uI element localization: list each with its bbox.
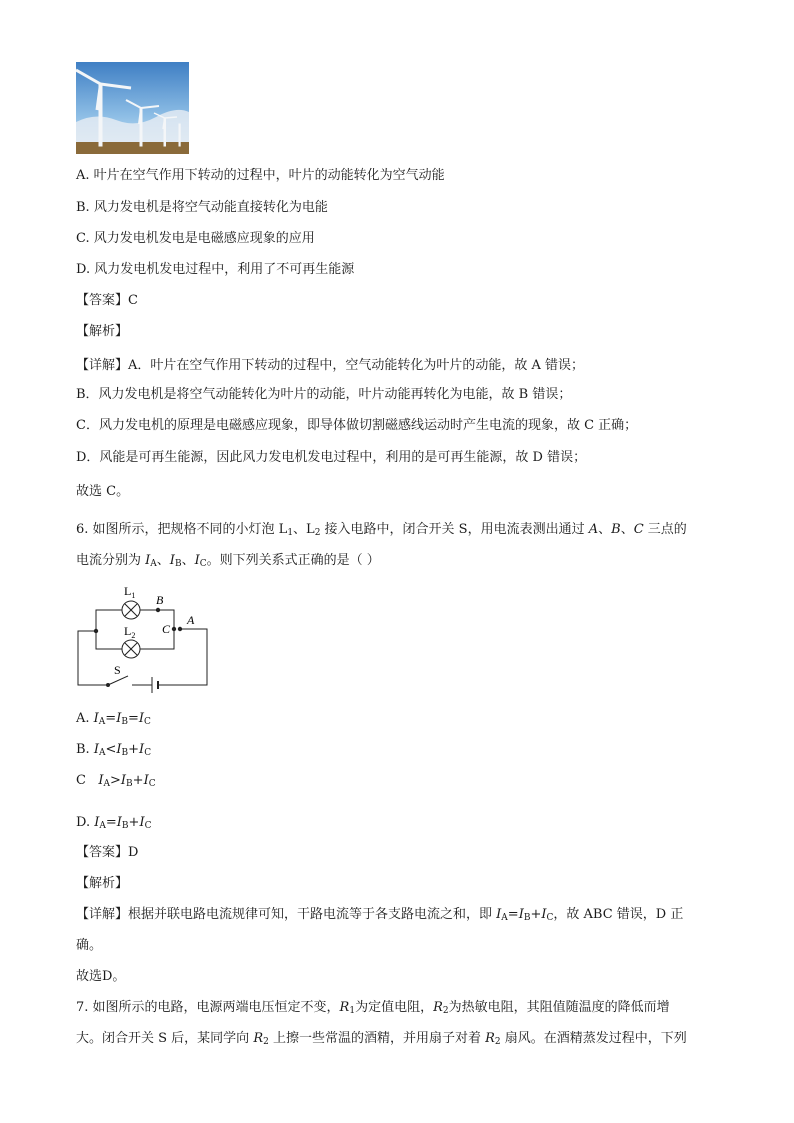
point-b-label: B <box>156 593 164 607</box>
q6-circuit-diagram <box>70 584 220 694</box>
q6-stem-line2: 电流分别为 $I_A$、$I_B$、$I_C$。则下列关系式正确的是（ ） <box>76 553 380 569</box>
switch-s-label: S <box>114 663 121 677</box>
q5-analysis-label: 【解析】 <box>76 324 129 339</box>
q6-option-d: D. $I_A=I_B+I_C$ <box>76 815 152 831</box>
lamp-l2-label: $L_2$ <box>124 624 136 640</box>
wind-turbine-photo <box>76 62 189 154</box>
q6-option-b: B. $I_A<I_B+I_C$ <box>76 742 152 758</box>
q5-detail-b: B．风力发电机是将空气动能转化为叶片的动能，叶片动能再转化为电能，故 B 错误； <box>76 387 572 402</box>
q7-stem-line2: 大。闭合开关 S 后，某同学向 $R_2$ 上擦一些常温的酒精，并用扇子对着 $R_2$ 扇风。在酒精蒸发过程中，下列 <box>76 1031 687 1047</box>
q7-stem-line1: 7. 如图所示的电路，电源两端电压恒定不变，$R_1$为定值电阻，$R_2$为热敏电阻，其阻值随温度的降低而增 <box>76 1000 670 1016</box>
q6-answer: 【答案】D <box>76 845 139 860</box>
point-c-label: C <box>162 622 171 636</box>
q6-option-a: A. $I_A=I_B=I_C$ <box>76 711 151 727</box>
q5-detail-c: C．风力发电机的原理是电磁感应现象，即导体做切割磁感线运动时产生电流的现象，故 C 正确； <box>76 418 638 433</box>
lamp-l1-label: $L_1$ <box>124 584 136 600</box>
q6-detail-line2: 确。 <box>76 938 103 953</box>
q6-conclusion: 故选D。 <box>76 969 126 984</box>
q5-option-b: B. 风力发电机是将空气动能直接转化为电能 <box>76 200 328 215</box>
q5-detail-d: D．风能是可再生能源，因此风力发电机发电过程中，利用的是可再生能源，故 D 错误； <box>76 450 587 465</box>
q5-option-c: C. 风力发电机发电是电磁感应现象的应用 <box>76 231 315 246</box>
q5-option-d: D. 风力发电机发电过程中，利用了不可再生能源 <box>76 262 355 277</box>
q5-answer: 【答案】C <box>76 293 138 308</box>
q6-stem-line1: 6. 如图所示，把规格不同的小灯泡 $L_1$、$L_2$ 接入电路中，闭合开关 S，用电流表测出通过 A、B、C 三点的 <box>76 522 687 538</box>
q6-detail-line1: 【详解】根据并联电路电流规律可知，干路电流等于各支路电流之和，即 $I_A=I_B+I_C$，故 ABC 错误，D 正 <box>76 907 684 923</box>
q6-analysis-label: 【解析】 <box>76 876 129 891</box>
q6-option-c: C $I_A>I_B+I_C$ <box>76 773 156 789</box>
q5-option-a: A. 叶片在空气作用下转动的过程中，叶片的动能转化为空气动能 <box>76 168 445 183</box>
point-a-label: A <box>187 613 195 627</box>
q5-detail-a: 【详解】A．叶片在空气作用下转动的过程中，空气动能转化为叶片的动能，故 A 错误； <box>76 358 585 373</box>
q5-conclusion: 故选 C。 <box>76 484 130 499</box>
